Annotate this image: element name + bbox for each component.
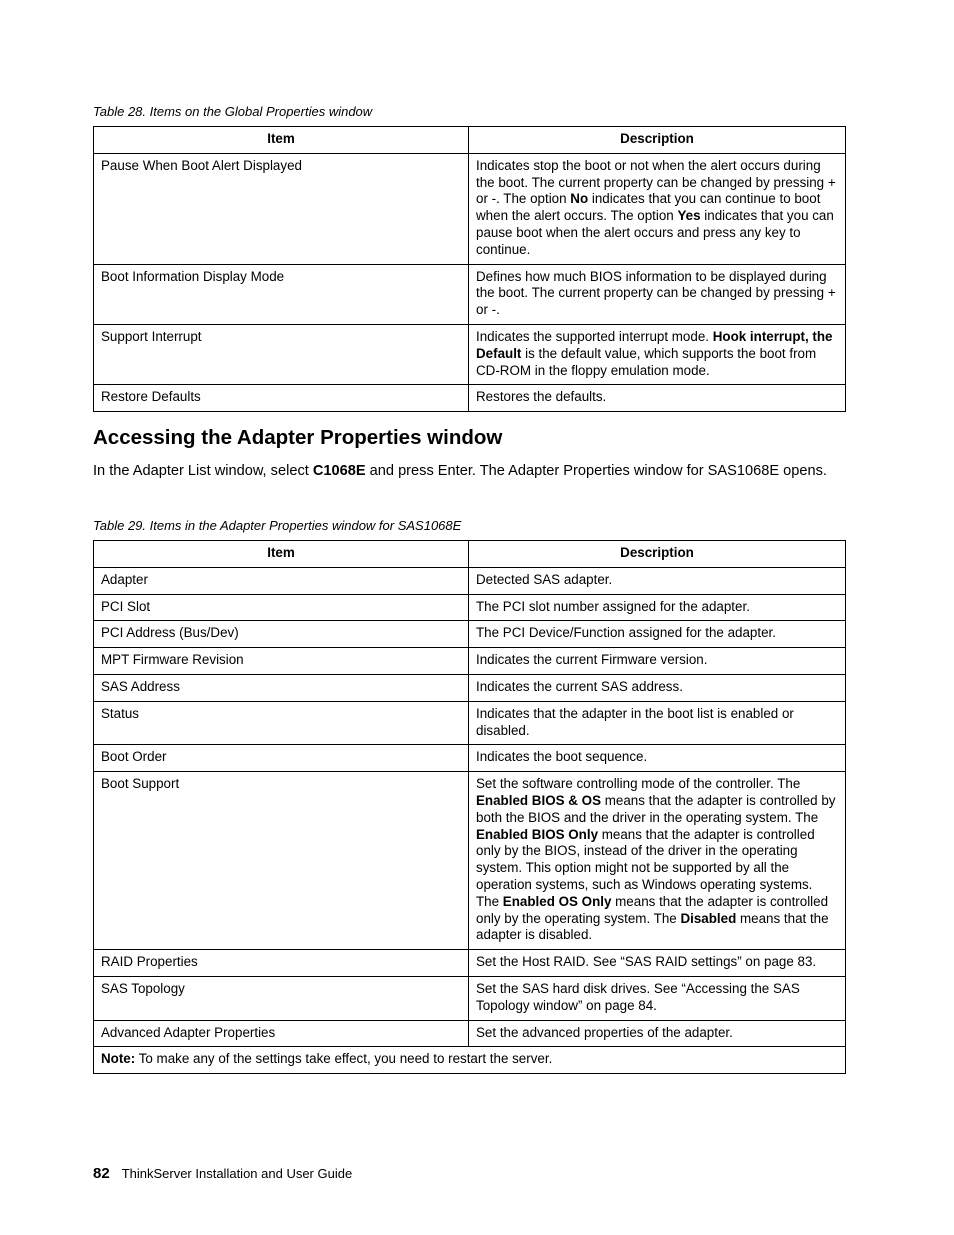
table-row	[94, 567, 846, 594]
bold-term: No	[570, 191, 589, 207]
item-cell: SAS Address	[94, 674, 469, 701]
table-row	[94, 772, 846, 950]
table-row	[94, 594, 846, 621]
bold-term: Enabled OS Only	[502, 893, 612, 909]
text-run: indicates that you can continue to boot when the alert occurs. The option	[476, 191, 821, 224]
table-header-row	[94, 541, 846, 568]
column-header-item: Item	[94, 541, 469, 568]
item-cell: Boot Information Display Mode	[94, 264, 469, 324]
item-cell: Advanced Adapter Properties	[94, 1020, 469, 1047]
text-run: and press Enter. The Adapter Properties window for SAS1068E opens.	[365, 463, 827, 479]
description-cell	[469, 1020, 846, 1047]
description-cell	[469, 264, 846, 324]
table-row	[94, 324, 846, 384]
table-row	[94, 745, 846, 772]
description-cell	[469, 674, 846, 701]
bold-term: Disabled	[680, 910, 737, 926]
text-run: Set the Host RAID. See “SAS RAID settings” on page 83.	[476, 954, 817, 970]
description-cell	[469, 701, 846, 745]
page-footer	[93, 1165, 352, 1182]
table-row	[94, 264, 846, 324]
global-properties-table	[93, 126, 846, 412]
description-cell	[469, 950, 846, 977]
description-cell	[469, 648, 846, 675]
bold-term: C1068E	[312, 463, 366, 479]
note-row	[94, 1047, 846, 1074]
item-cell: MPT Firmware Revision	[94, 648, 469, 675]
text-run: Restores the defaults.	[476, 389, 607, 405]
description-cell	[469, 976, 846, 1020]
table-29-caption: Table 29. Items in the Adapter Properties window for SAS1068E	[93, 518, 462, 533]
page-number: 82	[93, 1165, 110, 1182]
table-row	[94, 701, 846, 745]
table-row	[94, 674, 846, 701]
description-cell	[469, 621, 846, 648]
table-row	[94, 1020, 846, 1047]
item-cell: Restore Defaults	[94, 385, 469, 412]
text-run: To make any of the settings take effect, you need to restart the server.	[135, 1051, 553, 1067]
bold-term: Enabled BIOS Only	[476, 826, 599, 842]
description-cell	[469, 153, 846, 264]
adapter-properties-table	[93, 540, 846, 1074]
text-run: Set the advanced properties of the adapter.	[476, 1024, 733, 1040]
item-cell: Support Interrupt	[94, 324, 469, 384]
text-run: Detected SAS adapter.	[476, 571, 613, 587]
description-cell	[469, 745, 846, 772]
table-row	[94, 648, 846, 675]
description-cell	[469, 772, 846, 950]
text-run: means that the adapter is controlled only by the operating system. The	[476, 893, 829, 926]
item-cell: Boot Support	[94, 772, 469, 950]
text-run: Indicates stop the boot or not when the alert occurs during the boot. The current property can be changed by pressing + or -. The option	[476, 157, 836, 207]
section-heading: Accessing the Adapter Properties window	[93, 426, 503, 449]
bold-term: Yes	[677, 208, 701, 224]
table-row	[94, 950, 846, 977]
text-run: means that the adapter is controlled only by the BIOS, instead of the driver in the operating system. This option might not be supported by all the operation systems, such as Windows operating systems. The	[476, 826, 815, 909]
table-header-row	[94, 127, 846, 154]
table-row	[94, 621, 846, 648]
text-run: Indicates the current Firmware version.	[476, 652, 708, 668]
text-run: indicates that you can pause boot when the alert occurs and press any key to continue.	[476, 208, 834, 257]
table-row	[94, 153, 846, 264]
table-28-caption: Table 28. Items on the Global Properties window	[93, 104, 373, 119]
description-cell	[469, 385, 846, 412]
item-cell: PCI Slot	[94, 594, 469, 621]
item-cell: RAID Properties	[94, 950, 469, 977]
text-run: In the Adapter List window, select	[93, 463, 313, 479]
text-run: Set the software controlling mode of the controller. The	[476, 776, 801, 792]
description-cell	[469, 594, 846, 621]
item-cell: Status	[94, 701, 469, 745]
item-cell: Boot Order	[94, 745, 469, 772]
text-run: Set the SAS hard disk drives. See “Accessing the SAS Topology window” on page 84.	[476, 980, 800, 1013]
bold-term: Hook interrupt, the Default	[476, 328, 833, 361]
table-row	[94, 385, 846, 412]
column-header-description: Description	[469, 541, 846, 568]
description-cell	[469, 324, 846, 384]
text-run: Indicates that the adapter in the boot list is enabled or disabled.	[476, 705, 794, 738]
note-cell	[94, 1047, 846, 1074]
item-cell: SAS Topology	[94, 976, 469, 1020]
bold-term: Enabled BIOS & OS	[476, 792, 602, 808]
text-run: Indicates the supported interrupt mode.	[476, 328, 713, 344]
text-run: Indicates the boot sequence.	[476, 749, 648, 765]
column-header-description: Description	[469, 127, 846, 154]
book-title: ThinkServer Installation and User Guide	[121, 1166, 353, 1181]
text-run: Indicates the current SAS address.	[476, 678, 683, 694]
section-intro	[93, 462, 845, 481]
description-cell	[469, 567, 846, 594]
item-cell: PCI Address (Bus/Dev)	[94, 621, 469, 648]
item-cell: Pause When Boot Alert Displayed	[94, 153, 469, 264]
text-run: Defines how much BIOS information to be displayed during the boot. The current property can be changed by pressing + or -.	[476, 268, 836, 318]
bold-term: Note:	[101, 1051, 136, 1067]
item-cell: Adapter	[94, 567, 469, 594]
text-run: means that the adapter is controlled by both the BIOS and the driver in the operating system. The	[476, 792, 836, 825]
text-run: The PCI Device/Function assigned for the adapter.	[476, 625, 776, 641]
column-header-item: Item	[94, 127, 469, 154]
table-row	[94, 976, 846, 1020]
text-run: is the default value, which supports the boot from CD-ROM in the floppy emulation mode.	[476, 345, 817, 378]
text-run: The PCI slot number assigned for the adapter.	[476, 598, 750, 614]
text-run: means that the adapter is disabled.	[476, 910, 829, 943]
